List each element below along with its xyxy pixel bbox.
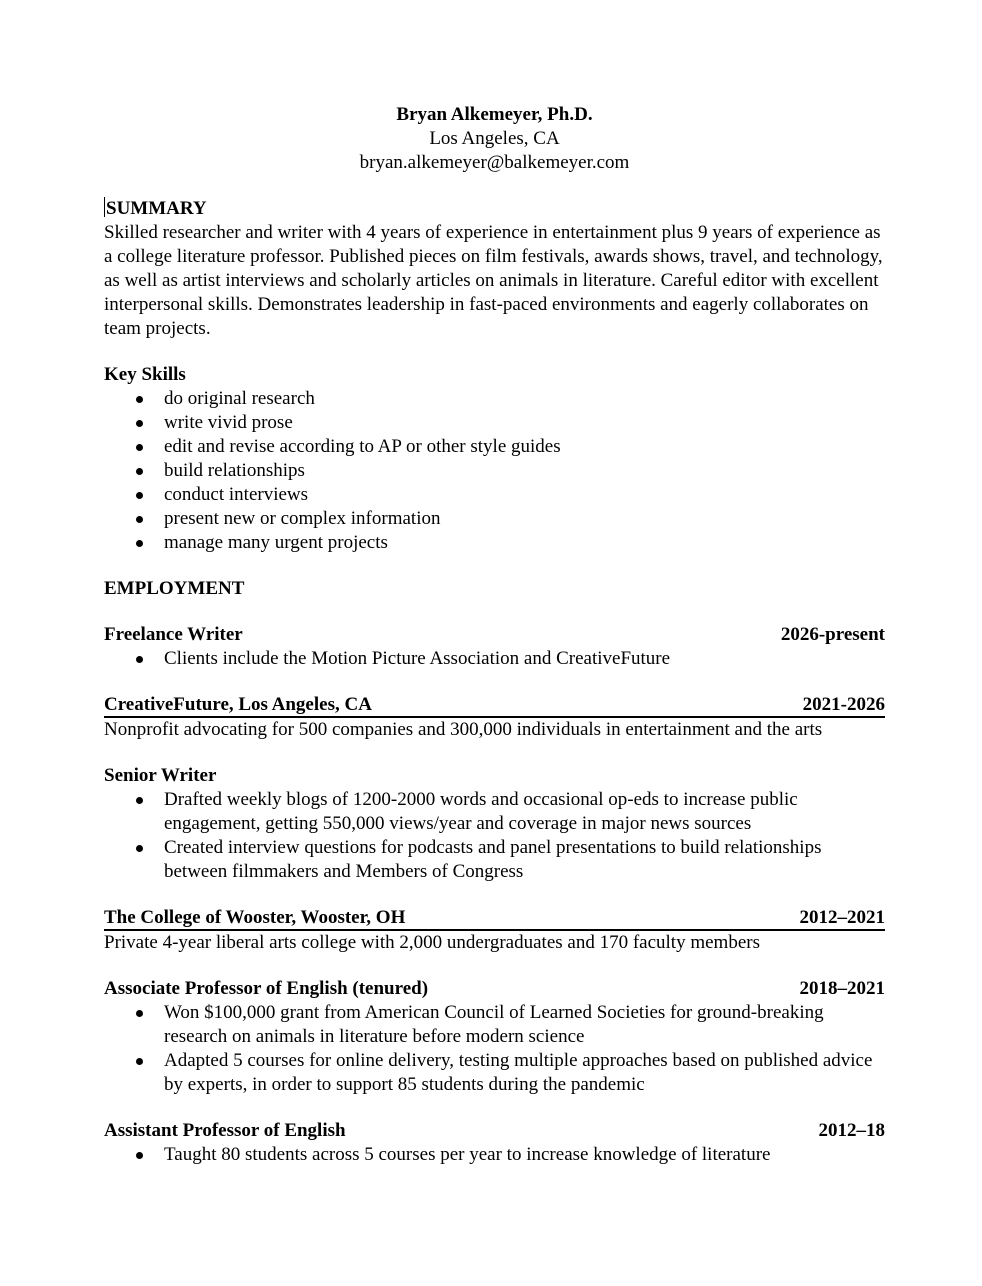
- freelance-row: [104, 623, 885, 647]
- employer-description: Nonprofit advocating for 500 companies and 300,000 individuals in entertainment and the arts: [104, 719, 823, 740]
- job-title: Freelance Writer: [104, 624, 243, 645]
- associate-professor-row: [104, 977, 885, 1001]
- list-item: build relationships: [164, 459, 885, 483]
- candidate-location: Los Angeles, CA: [429, 128, 560, 149]
- list-item: manage many urgent projects: [164, 531, 885, 555]
- text-cursor: [104, 197, 105, 217]
- list-item: Clients include the Motion Picture Association and CreativeFuture: [164, 647, 885, 671]
- job-title: Associate Professor of English (tenured): [104, 978, 429, 999]
- assistant-professor-bullets: [104, 1143, 885, 1167]
- resume-content: [104, 103, 885, 1167]
- employer-dates: 2012–2021: [799, 907, 885, 928]
- candidate-name: Bryan Alkemeyer, Ph.D.: [396, 104, 593, 125]
- list-item: do original research: [164, 387, 885, 411]
- key-skills-list: [104, 387, 885, 555]
- list-item: write vivid prose: [164, 411, 885, 435]
- candidate-email: bryan.alkemeyer@balkemeyer.com: [359, 152, 630, 173]
- employment-heading: EMPLOYMENT: [104, 578, 245, 599]
- job-dates: 2012–18: [818, 1120, 885, 1141]
- job-dates: 2018–2021: [799, 978, 885, 999]
- summary-heading-text: SUMMARY: [106, 198, 207, 219]
- senior-writer-bullets: [104, 788, 885, 884]
- freelance-bullets: [104, 647, 885, 671]
- job-title: Senior Writer: [104, 765, 217, 786]
- summary-text: Skilled researcher and writer with 4 years of experience in entertainment plus 9 years of experience as a college literature professor. Published pieces on film festivals, awards shows, travel, and technology, as well as artist interviews and scholarly articles on animals in literature. Careful editor with excellent interpersonal skills. Demonstrates leadership in fast-paced environments and eagerly collaborates on team projects.: [104, 222, 883, 339]
- list-item: Adapted 5 courses for online delivery, testing multiple approaches based on published advice by experts, in order to support 85 students during the pandemic: [164, 1049, 885, 1097]
- resume-header: [104, 103, 885, 175]
- employer-name: CreativeFuture, Los Angeles, CA: [104, 694, 372, 715]
- list-item: Won $100,000 grant from American Council of Learned Societies for ground-breaking research on animals in literature before modern science: [164, 1001, 885, 1049]
- job-title: Assistant Professor of English: [104, 1120, 346, 1141]
- employer-name: The College of Wooster, Wooster, OH: [104, 907, 406, 928]
- assistant-professor-row: [104, 1119, 885, 1143]
- wooster-row: [104, 907, 885, 931]
- list-item: Drafted weekly blogs of 1200-2000 words and occasional op-eds to increase public engagement, getting 550,000 views/year and coverage in major news sources: [164, 788, 885, 836]
- list-item: Taught 80 students across 5 courses per year to increase knowledge of literature: [164, 1143, 885, 1167]
- creativefuture-row: [104, 694, 885, 718]
- key-skills-heading: Key Skills: [104, 364, 186, 385]
- list-item: present new or complex information: [164, 507, 885, 531]
- list-item: edit and revise according to AP or other style guides: [164, 435, 885, 459]
- associate-professor-bullets: [104, 1001, 885, 1097]
- employer-description: Private 4-year liberal arts college with 2,000 undergraduates and 170 faculty members: [104, 932, 760, 953]
- list-item: Created interview questions for podcasts and panel presentations to build relationships between filmmakers and Members of Congress: [164, 836, 885, 884]
- employer-dates: 2021-2026: [802, 694, 885, 715]
- job-dates: 2026-present: [780, 624, 885, 645]
- summary-heading: [104, 197, 885, 221]
- list-item: conduct interviews: [164, 483, 885, 507]
